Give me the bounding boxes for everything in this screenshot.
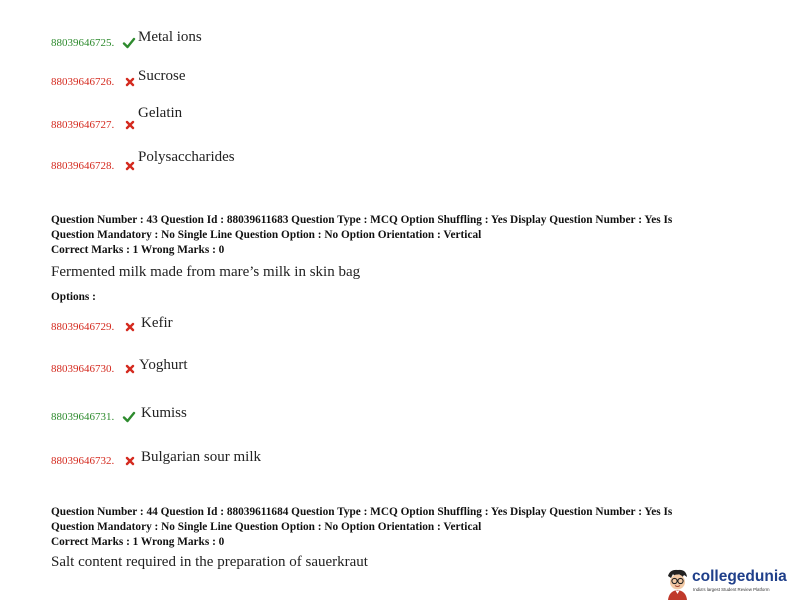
question-44-meta — [51, 505, 751, 550]
option-id: 88039646730. — [51, 363, 115, 375]
option-id: 88039646732. — [51, 455, 115, 467]
options-label: Options : — [51, 291, 96, 303]
option-id: 88039646726. — [51, 76, 115, 88]
option-text: Gelatin — [138, 105, 183, 121]
option-id: 88039646727. — [51, 119, 115, 131]
meta-line: Question Mandatory : No Single Line Question Option : No Option Orientation : Vertical — [51, 521, 482, 533]
marks-line: Correct Marks : 1 Wrong Marks : 0 — [51, 536, 225, 548]
option-id: 88039646731. — [51, 411, 115, 423]
mascot-icon — [662, 567, 692, 601]
option-text: Kefir — [141, 315, 173, 331]
cross-icon — [123, 75, 137, 89]
marks-line: Correct Marks : 1 Wrong Marks : 0 — [51, 244, 225, 256]
option-text: Sucrose — [138, 68, 186, 84]
meta-line: Question Number : 44 Question Id : 88039611684 Question Type : MCQ Option Shuffling : Yes Display Question Number : Yes Is — [51, 506, 673, 518]
meta-line: Question Number : 43 Question Id : 88039611683 Question Type : MCQ Option Shuffling : Yes Display Question Number : Yes Is — [51, 214, 673, 226]
cross-icon — [123, 159, 137, 173]
option-id: 88039646725. — [51, 37, 115, 49]
cross-icon — [123, 118, 137, 132]
check-icon — [122, 36, 136, 50]
check-icon — [122, 410, 136, 424]
cross-icon — [123, 362, 137, 376]
option-text: Polysaccharides — [138, 149, 235, 165]
option-text: Kumiss — [141, 405, 187, 421]
question-text: Salt content required in the preparation of sauerkraut — [51, 554, 368, 570]
option-text: Bulgarian sour milk — [141, 449, 261, 465]
collegedunia-logo — [662, 566, 786, 606]
brand-name: collegedunia — [692, 568, 787, 585]
option-id: 88039646729. — [51, 321, 115, 333]
question-text: Fermented milk made from mare’s milk in skin bag — [51, 264, 361, 280]
meta-line: Question Mandatory : No Single Line Question Option : No Option Orientation : Vertical — [51, 229, 482, 241]
cross-icon — [123, 320, 137, 334]
option-text: Metal ions — [138, 29, 202, 45]
cross-icon — [123, 454, 137, 468]
option-id: 88039646728. — [51, 160, 115, 172]
option-text: Yoghurt — [139, 357, 188, 373]
question-43-meta — [51, 213, 751, 258]
brand-tagline: India's largest Student Review Platform — [693, 587, 770, 592]
